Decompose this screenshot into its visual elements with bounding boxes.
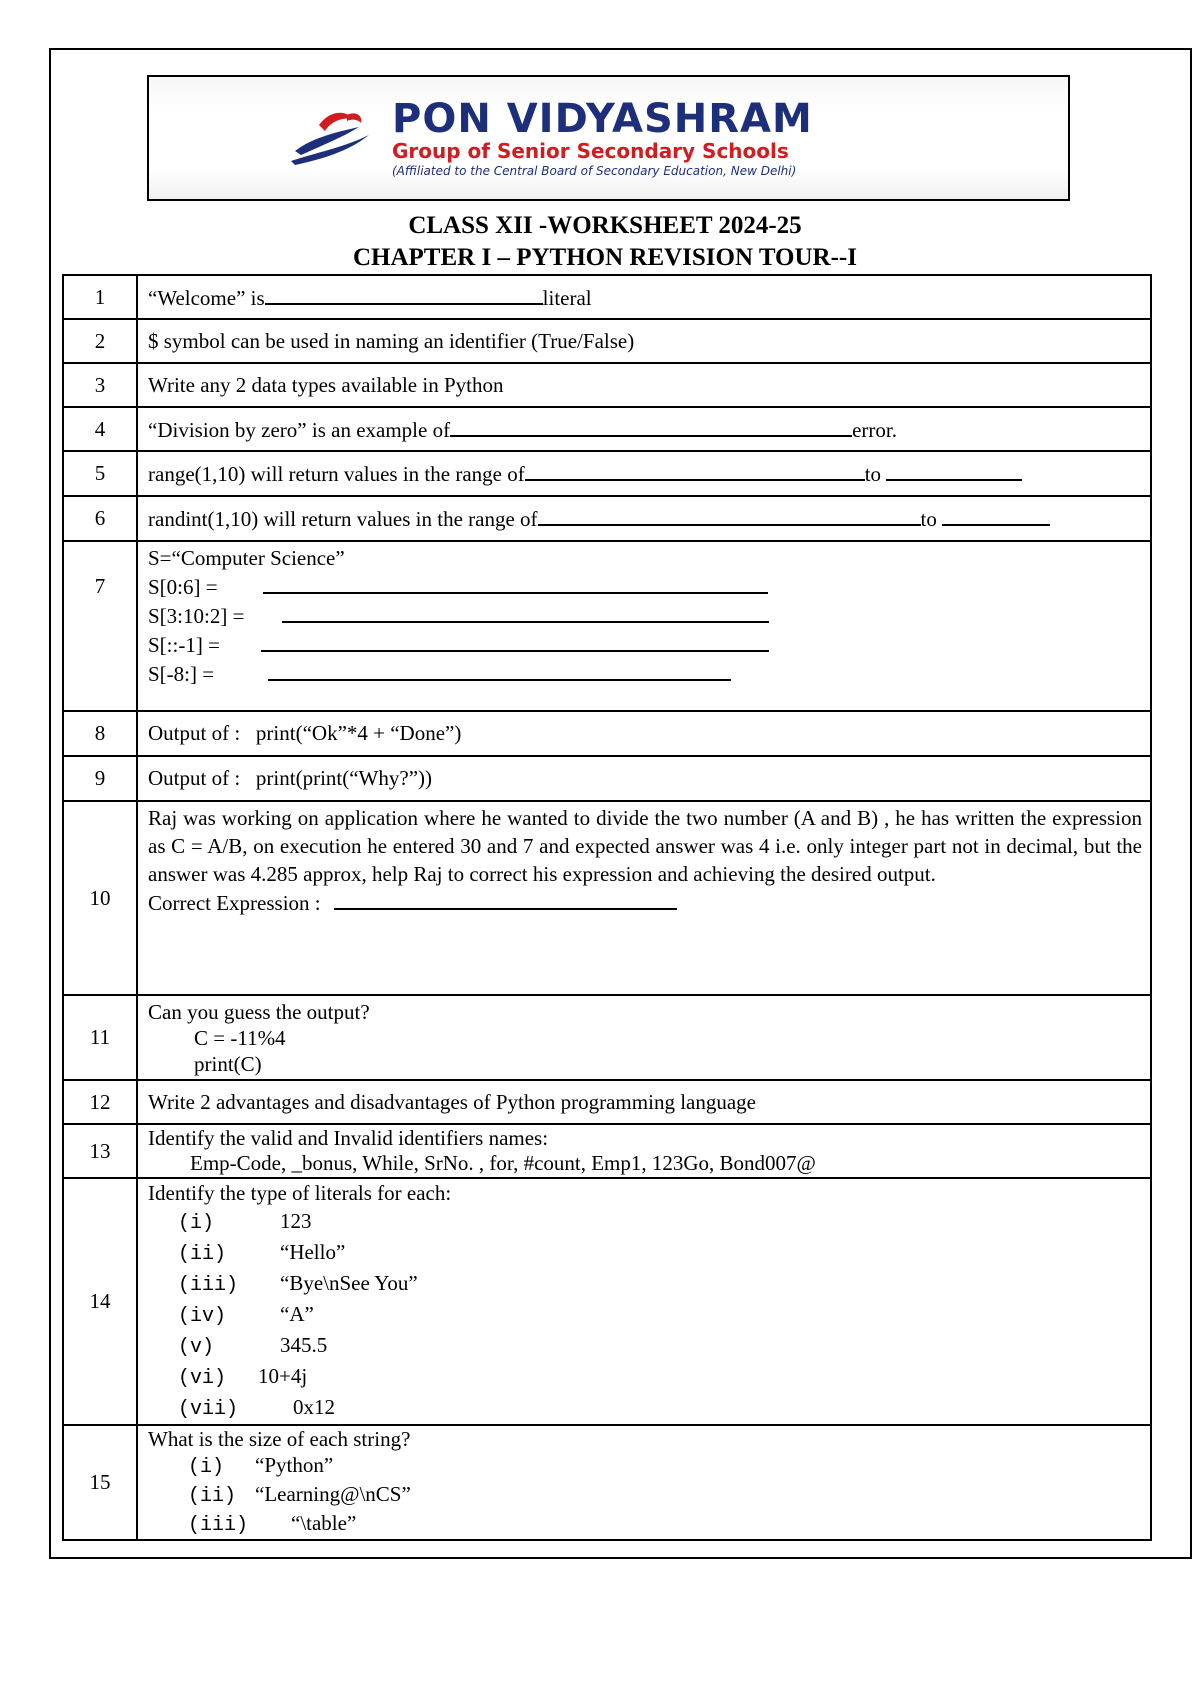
question-row: [63, 801, 1151, 995]
string-definition: S=“Computer Science”: [148, 546, 345, 570]
slice-expression: S[-8:] =: [148, 662, 215, 686]
item-value: “Hello”: [280, 1240, 346, 1264]
question-number: 10: [63, 801, 137, 995]
item-numeral: (iv): [178, 1305, 227, 1328]
question-text: [137, 801, 1151, 995]
question-number: 11: [63, 995, 137, 1080]
answer-blank[interactable]: [282, 601, 769, 623]
output-label: Output of :: [148, 766, 241, 790]
school-wordmark: [392, 96, 1042, 178]
item-value: “Python”: [255, 1453, 334, 1477]
literal-item: [148, 1238, 1142, 1269]
output-label: Output of :: [148, 721, 241, 745]
item-value: “Learning@\nCS”: [255, 1482, 411, 1506]
item-value: “A”: [280, 1302, 314, 1326]
question-table: [62, 274, 1152, 1541]
question-row: [63, 496, 1151, 541]
item-numeral: (iii): [178, 1274, 239, 1297]
question-prompt: Can you guess the output?: [148, 999, 370, 1024]
question-number: 8: [63, 711, 137, 756]
literal-item: [148, 1207, 1142, 1238]
question-text: [137, 407, 1151, 451]
question-text: $ symbol can be used in naming an identifier (True/False): [137, 319, 1151, 363]
affiliation-note: (Affiliated to the Central Board of Secondary Education, New Delhi): [392, 164, 797, 178]
code-line: print(C): [194, 1051, 262, 1076]
slice-expression: S[3:10:2] =: [148, 604, 245, 628]
question-number: 9: [63, 756, 137, 801]
question-number: 14: [63, 1178, 137, 1425]
question-number: 6: [63, 496, 137, 541]
answer-blank[interactable]: [261, 630, 769, 652]
question-row: [63, 407, 1151, 451]
question-text: Write any 2 data types available in Python: [137, 363, 1151, 407]
question-prompt: Identify the type of literals for each:: [148, 1181, 452, 1205]
item-value: “\table”: [291, 1511, 357, 1535]
question-row: [63, 451, 1151, 496]
question-number: 13: [63, 1124, 137, 1178]
item-value: 0x12: [293, 1395, 335, 1419]
school-subtitle: Group of Senior Secondary Schools: [392, 139, 789, 163]
question-text: [137, 1124, 1151, 1178]
literal-item: [148, 1362, 1142, 1393]
literal-item: [148, 1393, 1142, 1424]
slice-expression: S[::-1] =: [148, 633, 220, 657]
answer-blank[interactable]: [265, 283, 543, 305]
question-text: [137, 711, 1151, 756]
item-numeral: (vi): [178, 1367, 227, 1390]
school-logo-icon: [289, 107, 371, 167]
question-row: [63, 711, 1151, 756]
answer-blank[interactable]: [450, 415, 852, 437]
item-numeral: (ii): [188, 1485, 237, 1508]
question-number: 3: [63, 363, 137, 407]
answer-blank[interactable]: [263, 572, 768, 594]
slice-line: [148, 630, 1142, 659]
question-text-end: error.: [852, 417, 897, 442]
question-text: [137, 995, 1151, 1080]
question-text: [137, 541, 1151, 711]
item-numeral: (ii): [178, 1243, 227, 1266]
code-snippet: print(print(“Why?”)): [255, 766, 433, 790]
question-text-start: “Division by zero” is an example of: [148, 417, 451, 442]
answer-label: Correct Expression :: [148, 891, 321, 915]
question-row: [63, 319, 1151, 363]
string-item: [148, 1510, 1142, 1539]
chapter-title: CHAPTER I – PYTHON REVISION TOUR--I: [352, 244, 857, 271]
item-numeral: (v): [178, 1336, 215, 1359]
question-text: [137, 275, 1151, 319]
item-numeral: (i): [178, 1212, 215, 1235]
item-value: 345.5: [280, 1333, 328, 1357]
question-text-end: to: [920, 507, 937, 531]
code-line: C = -11%4: [194, 1025, 286, 1050]
question-number: 1: [63, 275, 137, 319]
slice-line: [148, 659, 1142, 688]
code-snippet: print(“Ok”*4 + “Done”): [255, 721, 462, 745]
slice-line: [148, 572, 1142, 601]
item-value: “Bye\nSee You”: [280, 1271, 418, 1295]
question-text-start: “Welcome” is: [148, 285, 265, 310]
answer-blank-start[interactable]: [538, 504, 921, 526]
string-item: [148, 1481, 1142, 1510]
question-text: [137, 1178, 1151, 1425]
answer-line: [148, 888, 1142, 917]
question-row: [63, 1080, 1151, 1124]
question-text: Write 2 advantages and disadvantages of Python programming language: [137, 1080, 1151, 1124]
answer-blank-start[interactable]: [525, 459, 865, 481]
question-prompt: Identify the valid and Invalid identifiers names:: [148, 1126, 549, 1150]
answer-blank[interactable]: [268, 659, 731, 681]
question-row: [63, 363, 1151, 407]
item-value: 123: [280, 1209, 312, 1233]
question-row: [63, 1124, 1151, 1178]
item-numeral: (vii): [178, 1398, 239, 1421]
question-row: [63, 995, 1151, 1080]
question-row: [63, 756, 1151, 801]
string-item: [148, 1452, 1142, 1481]
literal-item: [148, 1331, 1142, 1362]
question-text-end: literal: [542, 285, 592, 310]
slice-expression: S[0:6] =: [148, 575, 218, 599]
question-text: [137, 496, 1151, 541]
item-value: 10+4j: [258, 1364, 308, 1388]
item-numeral: (i): [188, 1456, 225, 1479]
question-text: [137, 451, 1151, 496]
question-row: [63, 1178, 1151, 1425]
item-numeral: (iii): [188, 1514, 249, 1537]
identifier-list: Emp-Code, _bonus, While, SrNo. , for, #count, Emp1, 123Go, Bond007@: [190, 1151, 816, 1175]
question-text-start: randint(1,10) will return values in the range of: [148, 507, 538, 531]
question-number: 12: [63, 1080, 137, 1124]
answer-blank-end[interactable]: [942, 504, 1050, 526]
literal-item: [148, 1300, 1142, 1331]
worksheet-title: CLASS XII -WORKSHEET 2024-25: [408, 212, 802, 239]
school-name: PON VIDYASHRAM: [392, 96, 813, 142]
question-row: [63, 275, 1151, 319]
answer-blank[interactable]: [334, 888, 677, 910]
question-number: 4: [63, 407, 137, 451]
literal-item: [148, 1269, 1142, 1300]
question-number: 15: [63, 1425, 137, 1540]
question-number: 5: [63, 451, 137, 496]
question-number: 7: [63, 541, 137, 711]
question-prompt: What is the size of each string?: [148, 1427, 411, 1451]
slice-line: [148, 601, 1142, 630]
question-text: [137, 1425, 1151, 1540]
question-row: [63, 541, 1151, 711]
question-text: [137, 756, 1151, 801]
school-banner: [147, 75, 1070, 201]
question-number: 2: [63, 319, 137, 363]
question-text-end: to: [864, 462, 882, 486]
question-paragraph: Raj was working on application where he wanted to divide the two number (A and B) , he has written the expression as C = A/B, on execution he entered 30 and 7 and expected answer was 4 i.e. only integer part not in decimal, but the answer was 4.285 approx, help Raj to correct his expression and achieving the desired output.: [148, 806, 1142, 886]
question-row: [63, 1425, 1151, 1540]
question-text-start: range(1,10) will return values in the range of: [148, 462, 525, 486]
answer-blank-end[interactable]: [886, 459, 1022, 481]
